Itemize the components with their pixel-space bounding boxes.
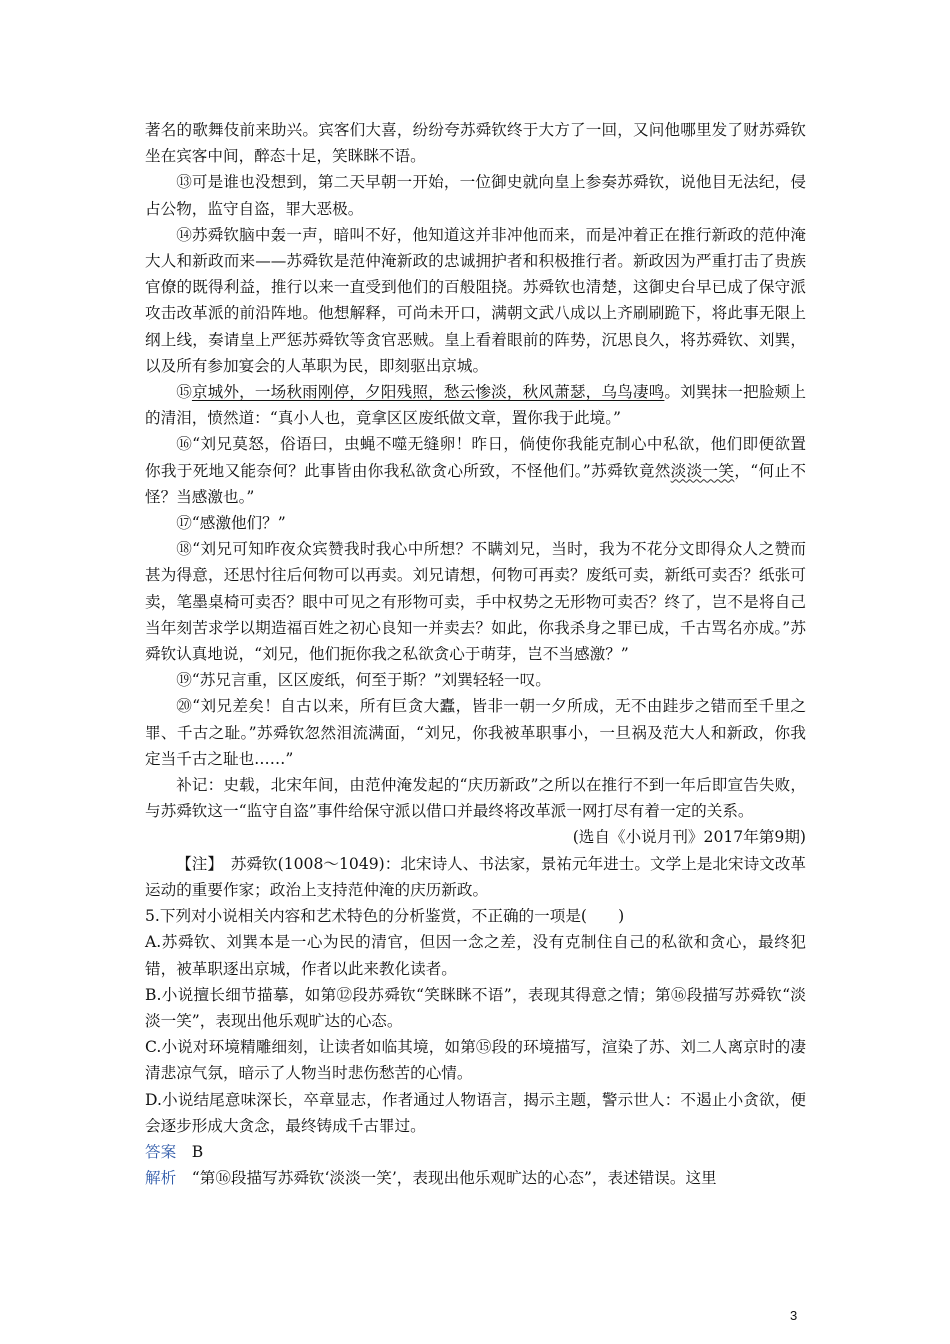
- analysis-label: 解析: [145, 1169, 177, 1188]
- paragraph-15: [145, 379, 806, 431]
- question-stem: 5.下列对小说相关内容和艺术特色的分析鉴赏，不正确的一项是( ): [145, 907, 625, 926]
- paragraph-18: ⑱“刘兄可知昨夜众宾赞我时我心中所想？不瞒刘兄，当时，我为不花分文即得众人之赞而甚为得意，还思忖往后何物可以再卖。刘兄请想，何物可再卖？废纸可卖，新纸可卖否？纸张可卖，笔墨桌椅可卖否？眼中可见之有形物可卖，手中权势之无形物可卖否？终了，岂不是将自己当年刻苦求学以期造福百姓之初心良知一并卖去？如此，你我杀身之罪已成，千古骂名亦成。”苏舜钦认真地说，“刘兄，他们扼你我之私欲贪心于萌芽，岂不当感激？”: [145, 540, 806, 664]
- footnote: [145, 851, 806, 903]
- paragraph-16-before: ⑯“刘兄莫怒，俗语曰，虫蝇不噬无缝卵！昨日，倘使你我能克制心中私欲，他们即便欲置你我于死地又能奈何？此事皆由你我私欲贪心所致，不怪他们。”苏舜钦竟然: [145, 435, 806, 480]
- paragraph-14: ⑭苏舜钦脑中轰一声，暗叫不好，他知道这并非冲他而来，而是冲着正在推行新政的范仲淹大人和新政而来——苏舜钦是范仲淹新政的忠诚拥护者和积极推行者。新政因为严重打击了贵族官僚的既得利益，推行以来一直受到他们的百般阻挠。苏舜钦也清楚，这御史台早已成了保守派攻击改革派的前沿阵地。他想解释，可尚未开口，满朝文武八成以上齐刷刷跪下，将此事无限上纲上线，奏请皇上严惩苏舜钦等贪官恶贼。皇上看着眼前的阵势，沉思良久，将苏舜钦、刘巽，以及所有参加宴会的人革职为民，即刻驱出京城。: [145, 225, 806, 375]
- paragraph-20: ⑳“刘兄差矣！自古以来，所有巨贪大蠹，皆非一朝一夕所成，无不由跬步之错而至千里之罪、千古之耻。”苏舜钦忽然泪流满面，“刘兄，你我被革职事小，一旦祸及范大人和新政，你我定当千古之耻也……”: [145, 697, 806, 768]
- option-a: A.苏舜钦、刘巽本是一心为民的清官，但因一念之差，没有克制住自己的私欲和贪心，最终犯错，被革职逐出京城，作者以此来教化读者。: [145, 933, 806, 978]
- option-c: C.小说对环境精雕细刻，让读者如临其境，如第⑮段的环境描写，渲染了苏、刘二人离京时的凄清悲凉气氛，暗示了人物当时悲伤愁苦的心情。: [145, 1038, 806, 1083]
- paragraph-16-wavy: 淡淡一笑: [670, 461, 735, 480]
- paragraph-15-number: ⑮: [176, 383, 192, 402]
- paragraph-16: [145, 431, 806, 510]
- paragraph-13: ⑬可是谁也没想到，第二天早朝一开始，一位御史就向皇上参奏苏舜钦，说他目无法纪，侵占公物，监守自盗，罪大恶极。: [145, 173, 806, 218]
- paragraph-17: ⑰“感激他们？”: [176, 514, 286, 533]
- answer-value: B: [176, 1142, 204, 1161]
- analysis-text: “第⑯段描写苏舜钦‘淡淡一笑’，表现出他乐观旷达的心态”，表述错误。这里: [176, 1169, 717, 1188]
- answer-label: 答案: [145, 1142, 177, 1161]
- option-d: D.小说结尾意味深长，卒章显志，作者通过人物语言，揭示主题，警示世人：不遏止小贪欲，便会逐步形成大贪念，最终铸成千古罪过。: [145, 1090, 806, 1135]
- analysis: [145, 1165, 806, 1191]
- paragraph-15-rest: 。刘巽抹一把脸颊上的清泪，愤然道：“真小人也，竟拿区区废纸做文章，置你我于此境。”: [145, 383, 806, 428]
- paragraph-intro: 著名的歌舞伎前来助兴。宾客们大喜，纷纷夸苏舜钦终于大方了一回，又问他哪里发了财苏舜钦坐在宾客中间，醉态十足，笑眯眯不语。: [145, 121, 806, 166]
- footnote-label: 【注】: [176, 854, 216, 873]
- paragraph-16-after: ，“何止不怪？当感激也。”: [145, 461, 806, 506]
- footnote-text: 苏舜钦(1008～1049)：北宋诗人、书法家，景祐元年进士。文学上是北宋诗文改革运动的重要作家；政治上支持范仲淹的庆历新政。: [145, 854, 806, 899]
- body-text: [145, 117, 806, 1191]
- paragraph-note: 补记：史载，北宋年间，由范仲淹发起的“庆历新政”之所以在推行不到一年后即宣告失败，与苏舜钦这一“监守自盗”事件给保守派以借口并最终将改革派一网打尽有着一定的关系。: [145, 776, 806, 821]
- page-number: 3: [790, 1308, 798, 1323]
- answer: [145, 1139, 806, 1165]
- option-b: B.小说擅长细节描摹，如第⑫段苏舜钦“笑眯眯不语”，表现其得意之情；第⑯段描写苏舜钦“淡淡一笑”，表现出他乐观旷达的心态。: [145, 985, 806, 1030]
- paragraph-15-underlined: 京城外，一场秋雨刚停，夕阳残照，愁云惨淡，秋风萧瑟，乌鸟凄鸣: [191, 383, 665, 402]
- source-citation: (选自《小说月刊》2017年第9期): [572, 828, 806, 847]
- paragraph-19: ⑲“苏兄言重，区区废纸，何至于斯？”刘巽轻轻一叹。: [176, 671, 551, 690]
